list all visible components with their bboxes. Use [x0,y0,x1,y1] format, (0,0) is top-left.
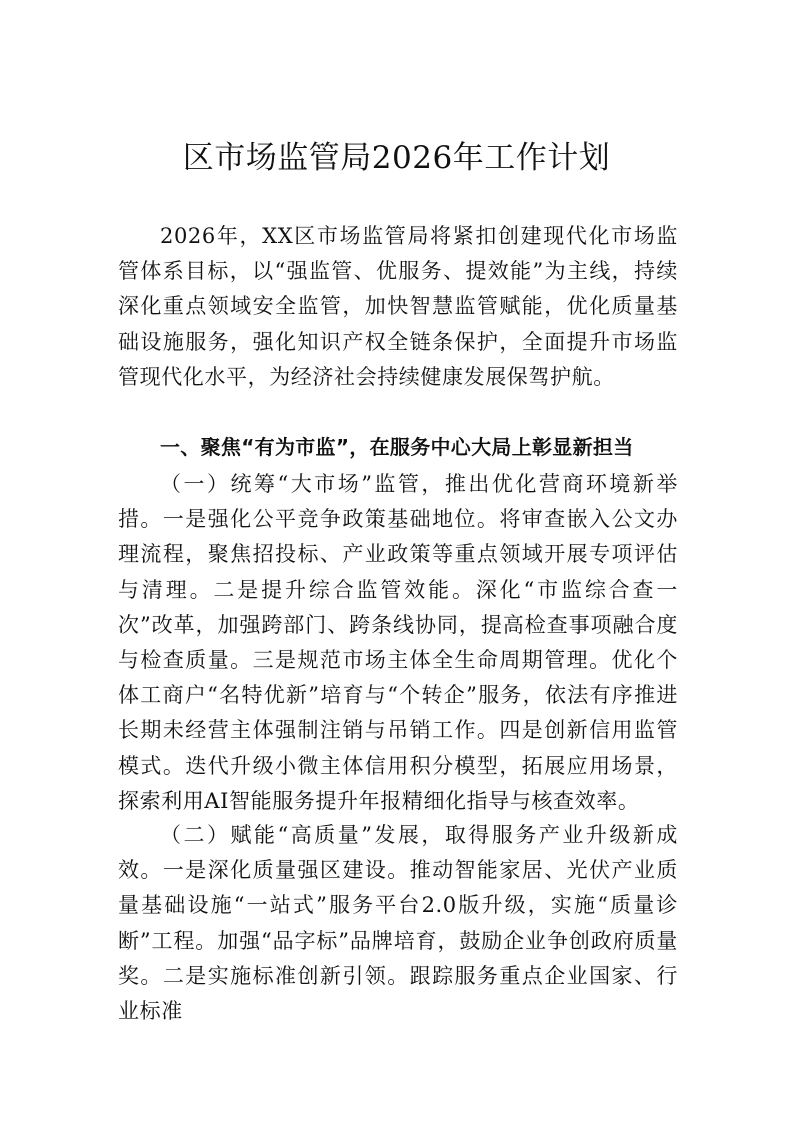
subsection-1-text: 一是强化公平竞争政策基础地位。将审查嵌入公文办理流程，聚焦招投标、产业政策等重点领域开展专项评估与清理。二是提升综合监管效能。深化“市监综合查一次”改革，加强跨部门、跨条线协同，提高检查事项融合度与检查质量。三是规范市场主体全生命周期管理。优化个体工商户“名特优新”培育与“个转企”服务，依法有序推进长期未经营主体强制注销与吊销工作。四是创新信用监管模式。迭代升级小微主体信用积分模型，拓展应用场景，探索利用AI智能服务提升年报精细化指导与核查效率。 [118,507,678,813]
subsection-2-paragraph [118,818,678,1029]
document-title: 区市场监管局2026年工作计划 [182,140,611,176]
subsection-2-text: 一是深化质量强区建设。推动智能家居、光伏产业质量基础设施“一站式”服务平台2.0版升级，实施“质量诊断”工程。加强“品字标”品牌培育，鼓励企业争创政府质量奖。二是实施标准创新引领。跟踪服务重点企业国家、行业标准 [118,858,678,1024]
subsection-1-paragraph [118,467,678,819]
section-heading: 一、聚焦“有为市监”，在服务中心大局上彰显新担当 [160,435,634,459]
subsection-2-heading: （二）赋能“高质量”发展，取得服务产业升级新成效。 [118,823,678,883]
subsection-1-heading: （一）统筹“大市场”监管，推出优化营商环境新举措。 [118,472,678,532]
intro-paragraph: 2026年，XX区市场监管局将紧扣创建现代化市场监管体系目标，以“强监管、优服务、提效能”为主线，持续深化重点领域安全监管，加快智慧监管赋能，优化质量基础设施服务，强化知识产权全链条保护，全面提升市场监管现代化水平，为经济社会持续健康发展保驾护航。 [118,224,678,389]
